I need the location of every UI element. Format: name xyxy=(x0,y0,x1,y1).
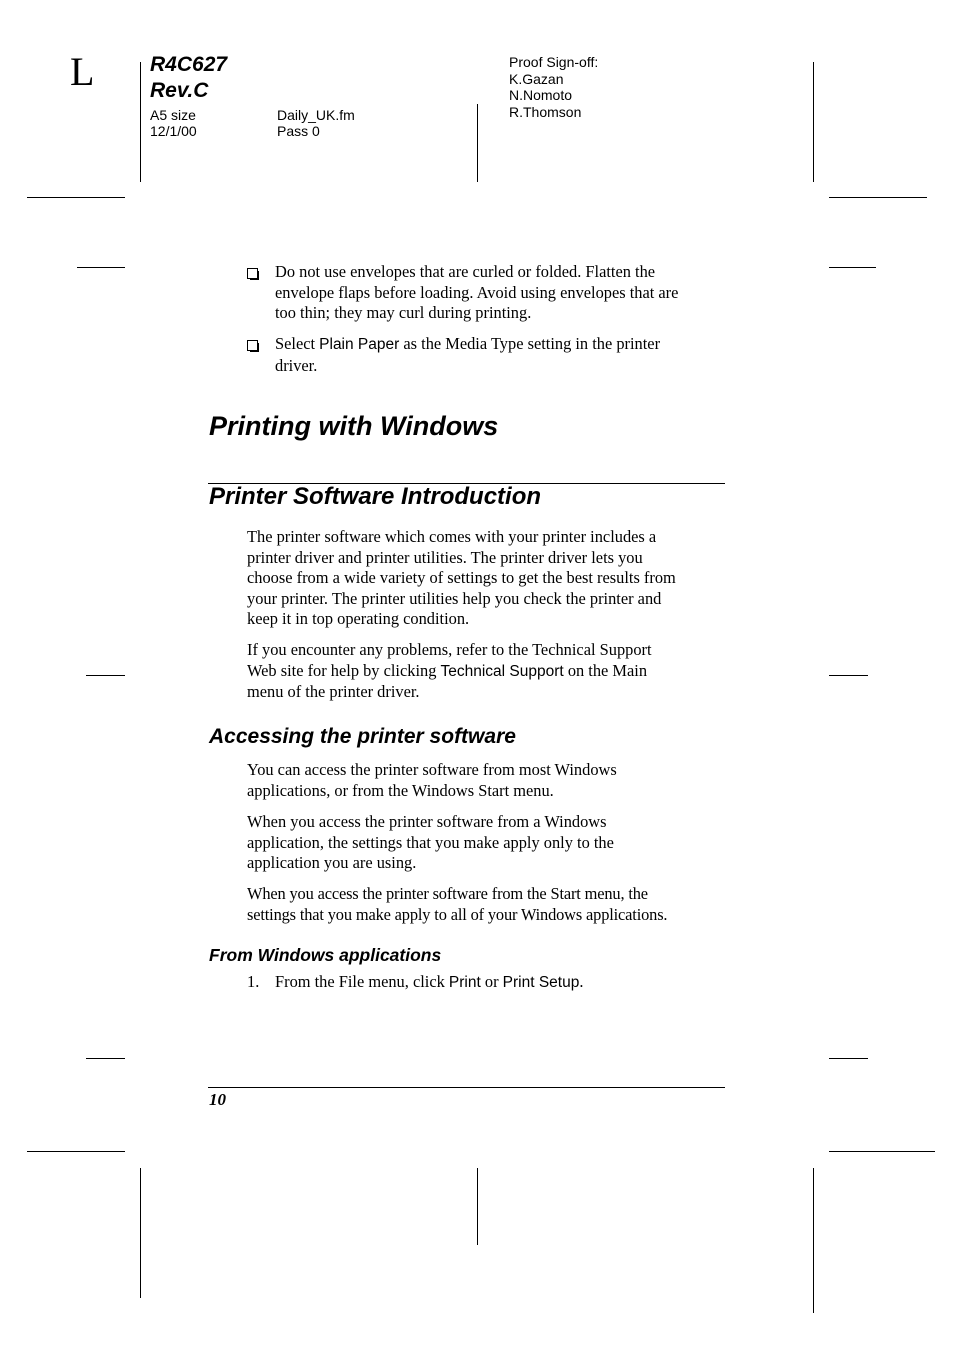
crop-mark-bottom-right-vertical xyxy=(813,1168,814,1313)
text-line: application you are using. xyxy=(247,853,417,872)
checkbox-bullet-icon xyxy=(247,340,258,351)
bullet-envelopes xyxy=(275,262,735,324)
text-run: as the Media Type setting in the printer xyxy=(399,334,661,353)
intro-paragraph-1 xyxy=(247,527,737,630)
accessing-paragraph-3 xyxy=(247,884,737,925)
text-line: When you access the printer software from the Start menu, the xyxy=(247,884,648,903)
trim-mark-left-3 xyxy=(86,1058,125,1059)
crop-mark-top-right-horizontal xyxy=(829,197,927,198)
bullet-media-type xyxy=(275,334,735,376)
text-line: keep it in top operating condition. xyxy=(247,609,470,628)
text-line: If you encounter any problems, refer to the Technical Support xyxy=(247,640,652,659)
text-line: menu of the printer driver. xyxy=(247,682,420,701)
text-line: your printer. The printer utilities help you check the printer and xyxy=(247,588,662,608)
trim-mark-right-1 xyxy=(829,267,876,268)
footer-rule xyxy=(208,1087,725,1088)
ui-term-technical-support: Technical Support xyxy=(440,662,564,680)
text-line: You can access the printer software from most Windows xyxy=(247,760,617,779)
crop-mark-top-left-vertical xyxy=(140,62,141,182)
checkbox-bullet-icon xyxy=(247,268,258,279)
text-run: Web site for help by clicking xyxy=(247,660,441,680)
proof-name: R.Thomson xyxy=(509,103,582,120)
crop-mark-bottom-right-horizontal xyxy=(829,1151,935,1152)
pass-number: Pass 0 xyxy=(277,123,320,139)
crop-mark-bottom-center-vertical xyxy=(477,1168,478,1245)
text-line: applications, or from the Windows Start menu. xyxy=(247,780,554,800)
trim-mark-left-1 xyxy=(77,267,125,268)
trim-mark-left-2 xyxy=(86,675,125,676)
intro-title: Printer Software Introduction xyxy=(209,483,542,510)
step-1-text xyxy=(275,972,735,994)
text-line: When you access the printer software from a Windows xyxy=(247,812,607,831)
text-line: settings that you make apply to all of your Windows applications. xyxy=(247,904,668,924)
file-name: Daily_UK.fm xyxy=(277,107,355,123)
crop-mark-bottom-left-vertical xyxy=(140,1168,141,1298)
accessing-paragraph-1 xyxy=(247,760,737,801)
corner-letter: L xyxy=(70,49,95,94)
text-line: choose from a wide variety of settings to get the best results from xyxy=(247,568,676,587)
text-line: printer driver and printer utilities. The printer driver lets you xyxy=(247,547,643,567)
page-number: 10 xyxy=(209,1090,226,1109)
proof-name: N.Nomoto xyxy=(509,87,573,103)
proof-name: K.Gazan xyxy=(509,70,564,87)
text-line: driver. xyxy=(275,355,318,375)
accessing-title: Accessing the printer software xyxy=(209,725,516,748)
text-line: application, the settings that you make apply only to the xyxy=(247,832,614,852)
step-number: 1. xyxy=(247,972,260,991)
trim-mark-right-3 xyxy=(829,1058,868,1059)
crop-mark-top-right-vertical xyxy=(813,62,814,182)
trim-mark-right-2 xyxy=(829,675,868,676)
intro-paragraph-2 xyxy=(247,640,737,703)
text-line xyxy=(275,334,735,356)
slug-date: 12/1/00 xyxy=(150,123,197,139)
text-line: Do not use envelopes that are curled or folded. Flatten the xyxy=(275,262,656,281)
revision-code: Rev.C xyxy=(150,79,209,102)
text-line: envelope flaps before loading. Avoid using envelopes that are xyxy=(275,282,679,302)
ui-term-print-setup: Print Setup xyxy=(502,974,580,991)
paper-size: A5 size xyxy=(150,107,196,123)
text-run: Select xyxy=(275,334,320,353)
text-line xyxy=(247,661,737,683)
ui-term-plain-paper: Plain Paper xyxy=(319,336,400,353)
section-title: Printing with Windows xyxy=(209,411,499,441)
text-line: The printer software which comes with your printer includes a xyxy=(247,527,657,546)
accessing-paragraph-2 xyxy=(247,812,737,874)
text-line: too thin; they may curl during printing. xyxy=(275,303,532,322)
proof-label: Proof Sign-off: xyxy=(509,54,599,70)
text-run: or xyxy=(480,972,503,991)
proof-signoff xyxy=(509,54,598,120)
text-run: From the File menu, click xyxy=(275,972,449,991)
model-code: R4C627 xyxy=(150,53,228,76)
crop-mark-top-left-horizontal xyxy=(27,197,125,198)
text-run: on the Main xyxy=(563,660,648,680)
text-run: . xyxy=(579,972,584,991)
crop-mark-top-center-vertical xyxy=(477,104,478,182)
ui-term-print: Print xyxy=(448,974,481,991)
crop-mark-bottom-left-horizontal xyxy=(27,1151,125,1152)
from-windows-title: From Windows applications xyxy=(209,945,442,965)
